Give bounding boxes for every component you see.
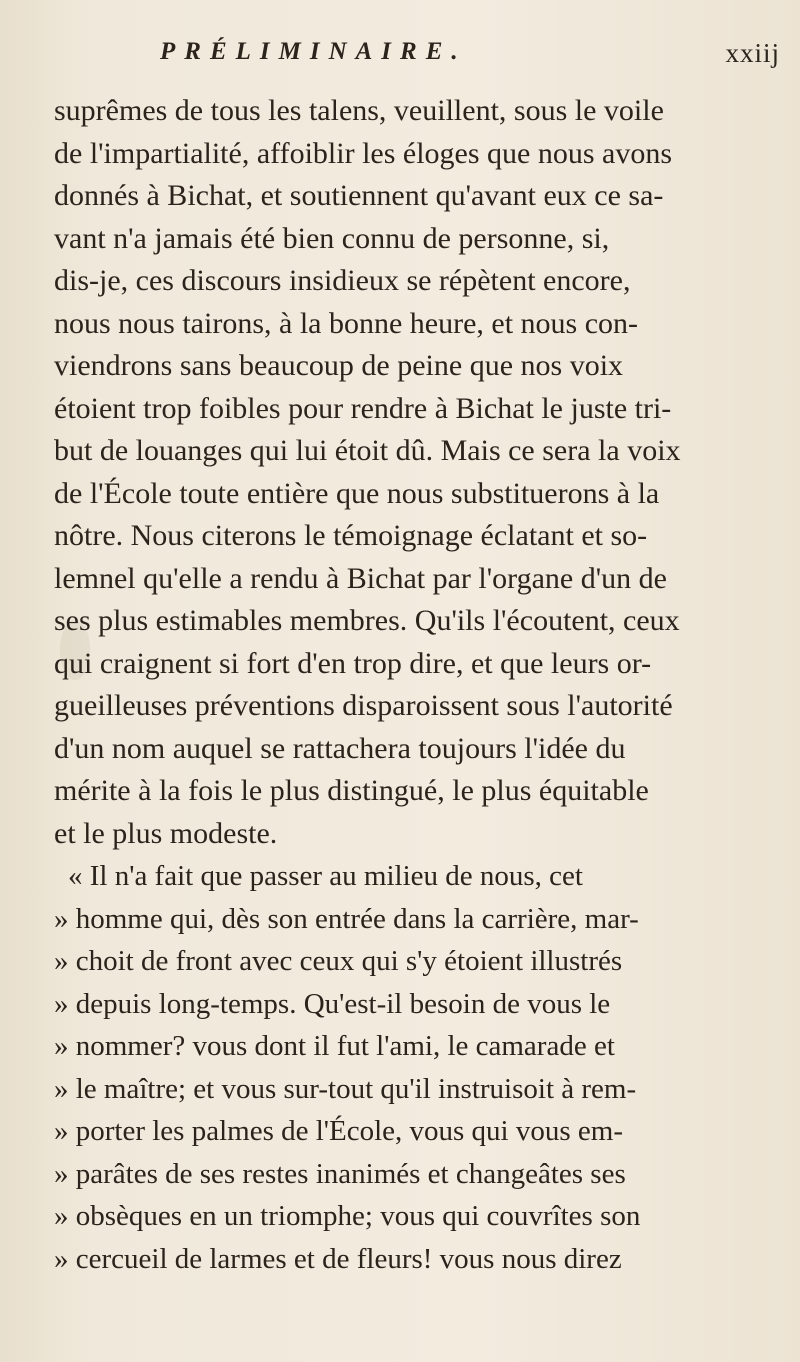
quote-line: » le maître; et vous sur-tout qu'il instruisoit à rem- [54,1072,637,1105]
text-line: d'un nom auquel se rattachera toujours l'idée du [54,731,626,765]
text-line: viendrons sans beaucoup de peine que nos voix [54,349,624,382]
text-line: et le plus modeste. [54,816,278,850]
quote-line: « Il n'a fait que passer au milieu de nous, cet [68,860,583,892]
quote-line: » depuis long-temps. Qu'est-il besoin de vous le [54,987,611,1020]
quote-line: » parâtes de ses restes inanimés et changeâtes ses [54,1157,626,1190]
text-line: ses plus estimables membres. Qu'ils l'écoutent, ceux [54,604,680,637]
text-line: but de louanges qui lui étoit dû. Mais ce sera la voix [54,434,681,467]
quote-line: » nommer? vous dont il fut l'ami, le camarade et [54,1030,615,1062]
quote-line: » porter les palmes de l'École, vous qui vous em- [54,1115,623,1147]
text-line: de l'impartialité, affoiblir les éloges que nous avons [54,136,673,170]
text-line: donnés à Bichat, et soutiennent qu'avant eux ce sa- [54,179,664,212]
text-line: dis-je, ces discours insidieux se répètent encore, [54,264,631,297]
page-header [140,38,780,88]
text-line: suprêmes de tous les talens, veuillent, sous le voile [54,94,664,127]
text-line: de l'École toute entière que nous substituerons à la [54,476,660,510]
text-line: qui craignent si fort d'en trop dire, et que leurs or- [54,646,652,680]
page-number: xxiij [725,38,780,68]
text-line: étoient trop foibles pour rendre à Bichat le juste tri- [54,391,672,425]
quote-line: » homme qui, dès son entrée dans la carrière, mar- [54,902,639,935]
body-text [54,90,774,1280]
quote-line: » choit de front avec ceux qui s'y étoient illustrés [54,945,623,977]
quote-line: » cercueil de larmes et de fleurs! vous nous direz [54,1242,622,1275]
text-line: vant n'a jamais été bien connu de personne, si, [54,221,610,255]
text-line: mérite à la fois le plus distingué, le plus équitable [54,774,649,807]
running-title: PRÉLIMINAIRE. [160,38,467,65]
text-line: nôtre. Nous citerons le témoignage éclatant et so- [54,519,648,552]
text-line: lemnel qu'elle a rendu à Bichat par l'organe d'un de [54,561,667,595]
text-line: nous nous tairons, à la bonne heure, et nous con- [54,306,639,340]
quote-line: » obsèques en un triomphe; vous qui couvrîtes son [54,1200,641,1232]
text-line: gueilleuses préventions disparoissent sous l'autorité [54,689,673,722]
